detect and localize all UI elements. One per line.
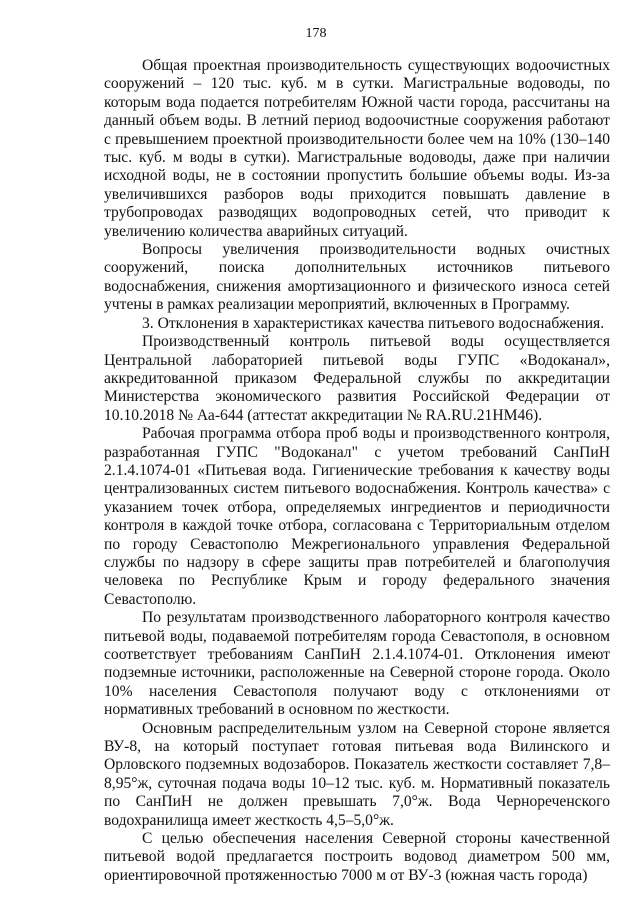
paragraph-distribution-node: Основным распределительным узлом на Северной стороне является ВУ-8, на который поступает готовая питьевая вода Вилинского и Орловского подземных водозаборов. Показатель жесткости составляет 7,8–8,95°ж, суточная подача воды 10–12 тыс. куб. м. Нормативный показатель по СанПиН не должен превышать 7,0°ж. Вода Чернореченского водохранилища имеет жесткость 4,5–5,0°ж.	[104, 719, 610, 829]
paragraph-sampling-program: Рабочая программа отбора проб воды и производственного контроля, разработанная ГУПС "Водоканал" с учетом требований СанПиН 2.1.4.1074-01 «Питьевая вода. Гигиенические требования к качеству воды централизованных систем питьевого водоснабжения. Контроль качества» с указанием точек отбора, определяемых ингредиентов и периодичности контроля в каждой точке отбора, согласована с Территориальным отделом по городу Севастополю Межрегионального управления Федеральной службы по надзору в сфере защиты прав потребителей и благополучия человека по Республике Крым и городу федерального значения Севастополю.	[104, 425, 610, 608]
paragraph-control-results: По результатам производственного лабораторного контроля качество питьевой воды, подаваемой потребителям города Севастополя, в основном соответствует требованиям СанПиН 2.1.4.1074-01. Отклонения имеют подземные источники, расположенные на Северной стороне города. Около 10% населения Севастополя получают воду с отклонениями от нормативных требований в основном по жесткости.	[104, 609, 610, 719]
paragraph-capacity-issues: Вопросы увеличения производительности водных очистных сооружений, поиска дополнительных источников питьевого водоснабжения, снижения амортизационного и физического износа сетей учтены в рамках реализации мероприятий, включенных в Программу.	[104, 241, 610, 314]
document-body	[104, 57, 610, 885]
page-number: 178	[305, 26, 327, 41]
paragraph-production-control: Производственный контроль питьевой воды осуществляется Центральной лабораторией питьевой воды ГУПС «Водоканал», аккредитованной приказом Федеральной службы по аккредитации Министерства экономического развития Российской Федерации от 10.10.2018 № Аа-644 (аттестат аккредитации № RA.RU.21НМ46).	[104, 333, 610, 424]
paragraph-production-capacity: Общая проектная производительность существующих водоочистных сооружений – 120 тыс. куб. м в сутки. Магистральные водоводы, по которым вода подается потребителям Южной части города, рассчитаны на данный объем воды. В летний период водоочистные сооружения работают с превышением проектной производительности более чем на 10% (130–140 тыс. куб. м воды в сутки). Магистральные водоводы, даже при наличии исходной воды, не в состоянии пропустить большие объемы воды. Из-за увеличившихся разборов воды приходится повышать давление в трубопроводах разводящих водопроводных сетей, что приводит к увеличению количества аварийных ситуаций.	[104, 57, 610, 240]
paragraph-water-main-proposal: С целью обеспечения населения Северной стороны качественной питьевой водой предлагается построить водовод диаметром 500 мм, ориентировочной протяженностью 7000 м от ВУ-3 (южная часть города)	[104, 830, 610, 884]
section-heading-quality-deviations: 3. Отклонения в характеристиках качества питьевого водоснабжения.	[142, 314, 605, 332]
